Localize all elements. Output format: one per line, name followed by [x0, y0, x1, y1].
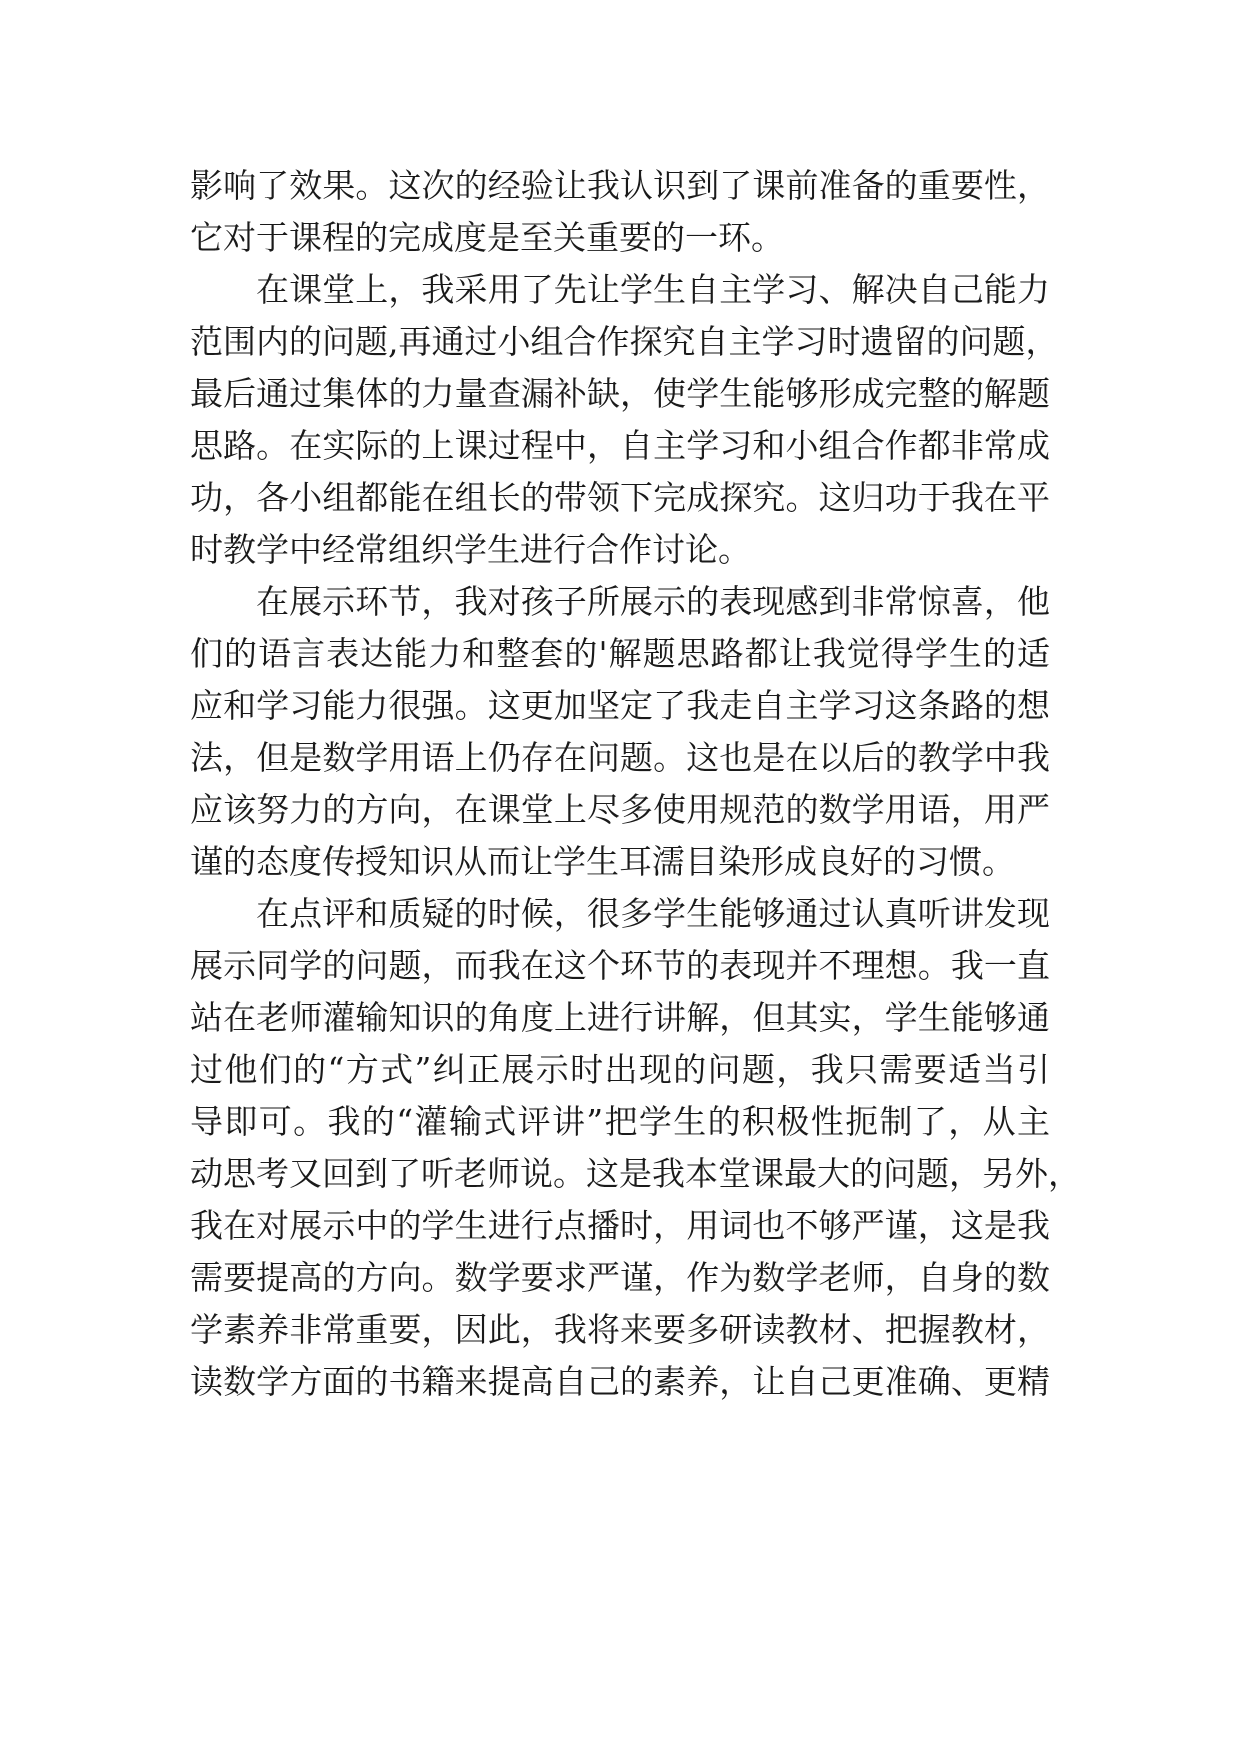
- paragraph-first-line: 在展示环节，我对孩子所展示的表现感到非常惊喜，他: [256, 582, 1050, 621]
- text-line: 动思考又回到了听老师说。这是我本堂课最大的问题，另外，: [190, 1154, 1081, 1193]
- text-line: 思路。在实际的上课过程中，自主学习和小组合作都非常成: [190, 426, 1050, 465]
- text-line: 最后通过集体的力量查漏补缺，使学生能够形成完整的解题: [190, 374, 1050, 413]
- text-line: 应该努力的方向，在课堂上尽多使用规范的数学用语，用严: [190, 790, 1050, 829]
- text-line: 影响了效果。这次的经验让我认识到了课前准备的重要性，: [190, 166, 1050, 205]
- text-line: 过他们的“方式”纠正展示时出现的问题，我只需要适当引: [190, 1050, 1050, 1089]
- text-line: 学素养非常重要，因此，我将来要多研读教材、把握教材，: [190, 1310, 1050, 1349]
- text-line: 它对于课程的完成度是至关重要的一环。: [190, 218, 784, 257]
- text-line: 范围内的问题,再通过小组合作探究自主学习时遗留的问题，: [190, 322, 1059, 361]
- text-line: 展示同学的问题，而我在这个环节的表现并不理想。我一直: [190, 946, 1050, 985]
- text-line: 读数学方面的书籍来提高自己的素养，让自己更准确、更精: [190, 1362, 1050, 1401]
- text-line: 导即可。我的“灌输式评讲”把学生的积极性扼制了，从主: [190, 1102, 1050, 1141]
- text-line: 应和学习能力很强。这更加坚定了我走自主学习这条路的想: [190, 686, 1050, 725]
- text-line: 谨的态度传授知识从而让学生耳濡目染形成良好的习惯。: [190, 842, 1015, 881]
- text-line: 法，但是数学用语上仍存在问题。这也是在以后的教学中我: [190, 738, 1050, 777]
- text-line: 需要提高的方向。数学要求严谨，作为数学老师，自身的数: [190, 1258, 1050, 1297]
- paragraph-first-line: 在课堂上，我采用了先让学生自主学习、解决自己能力: [256, 270, 1050, 309]
- text-line: 功，各小组都能在组长的带领下完成探究。这归功于我在平: [190, 478, 1050, 517]
- text-line: 站在老师灌输知识的角度上进行讲解，但其实，学生能够通: [190, 998, 1050, 1037]
- text-line: 们的语言表达能力和整套的'解题思路都让我觉得学生的适: [190, 634, 1050, 673]
- text-line: 我在对展示中的学生进行点播时，用词也不够严谨，这是我: [190, 1206, 1050, 1245]
- document-body: [190, 160, 1081, 1408]
- paragraph-first-line: 在点评和质疑的时候，很多学生能够通过认真听讲发现: [256, 894, 1050, 933]
- text-line: 时教学中经常组织学生进行合作讨论。: [190, 530, 751, 569]
